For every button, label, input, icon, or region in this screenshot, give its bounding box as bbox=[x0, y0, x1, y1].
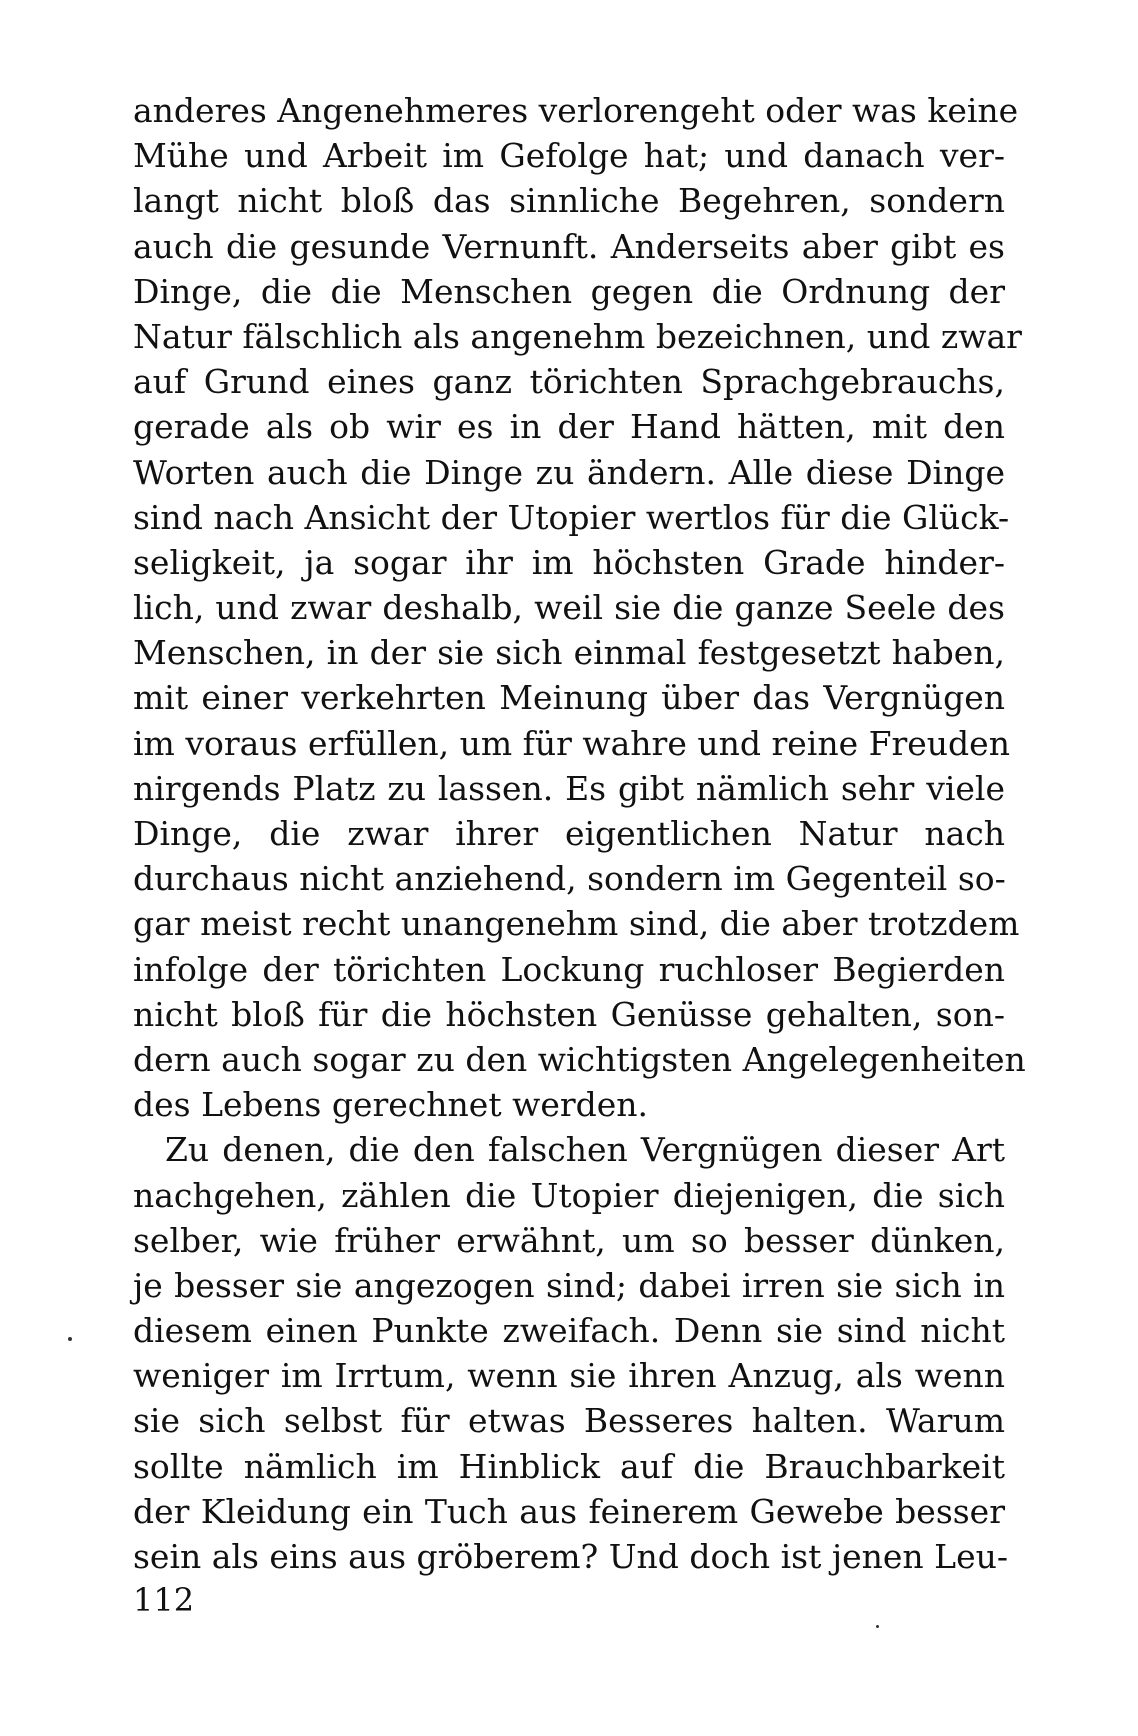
text-line: Dinge, die die Menschen gegen die Ordnung der bbox=[133, 271, 1005, 311]
text-line: nachgehen, zählen die Utopier diejenigen, die sich bbox=[133, 1175, 1005, 1215]
scan-speck bbox=[876, 1625, 879, 1628]
scan-speck bbox=[68, 1337, 72, 1341]
text-line: anderes Angenehmeres verlorengeht oder was keine bbox=[133, 91, 1019, 130]
text-line: Dinge, die zwar ihrer eigentlichen Natur nach bbox=[133, 814, 1005, 853]
text-line: gerade als ob wir es in der Hand hätten, mit den bbox=[133, 407, 1005, 447]
text-line: auch die gesunde Vernunft. Anderseits aber gibt es bbox=[133, 226, 1005, 266]
text-line: nirgends Platz zu lassen. Es gibt nämlich sehr viele bbox=[133, 768, 1005, 808]
text-line: sein als eins aus gröberem? Und doch ist jenen Leu- bbox=[133, 1537, 1008, 1576]
body-text bbox=[133, 88, 1026, 1579]
text-line: der Kleidung ein Tuch aus feinerem Gewebe besser bbox=[133, 1491, 1005, 1531]
text-line: dern auch sogar zu den wichtigsten Angelegenheiten bbox=[133, 1039, 1026, 1079]
text-line: lich, und zwar deshalb, weil sie die ganze Seele des bbox=[133, 588, 1005, 628]
text-line: gar meist recht unangenehm sind, die aber trotzdem bbox=[133, 904, 1020, 944]
text-line: diesem einen Punkte zweifach. Denn sie sind nicht bbox=[133, 1311, 1005, 1351]
text-line: selber, wie früher erwähnt, um so besser dünken, bbox=[133, 1220, 1005, 1260]
text-line: Mühe und Arbeit im Gefolge hat; und danach ver- bbox=[133, 136, 1005, 176]
text-line: seligkeit, ja sogar ihr im höchsten Grade hinder- bbox=[133, 542, 1005, 582]
text-line: im voraus erfüllen, um für wahre und reine Freuden bbox=[133, 723, 1010, 763]
page-number: 112 bbox=[133, 1581, 195, 1619]
paragraph-start-line: Zu denen, die den falschen Vergnügen dieser Art bbox=[165, 1130, 1005, 1170]
text-line: mit einer verkehrten Meinung über das Vergnügen bbox=[133, 678, 1005, 718]
text-line: Natur fälschlich als angenehm bezeichnen, und zwar bbox=[133, 316, 1022, 356]
text-line: nicht bloß für die höchsten Genüsse gehalten, son- bbox=[133, 994, 1005, 1034]
paragraph-end-line: des Lebens gerechnet werden. bbox=[133, 1085, 649, 1125]
text-line: weniger im Irrtum, wenn sie ihren Anzug, als wenn bbox=[133, 1356, 1005, 1396]
text-line: sie sich selbst für etwas Besseres halten. Warum bbox=[133, 1401, 1005, 1441]
text-line: langt nicht bloß das sinnliche Begehren, sondern bbox=[133, 181, 1005, 221]
text-line: Menschen, in der sie sich einmal festgesetzt haben, bbox=[133, 633, 1005, 673]
text-line: Worten auch die Dinge zu ändern. Alle diese Dinge bbox=[133, 452, 1005, 492]
text-line: sind nach Ansicht der Utopier wertlos für die Glück- bbox=[133, 497, 1010, 537]
text-line: durchaus nicht anziehend, sondern im Gegenteil so- bbox=[133, 859, 1006, 899]
text-line: infolge der törichten Lockung ruchloser Begierden bbox=[133, 949, 1005, 989]
text-line: auf Grund eines ganz törichten Sprachgebrauchs, bbox=[133, 362, 1005, 402]
text-line: sollte nämlich im Hinblick auf die Brauchbarkeit bbox=[133, 1446, 1005, 1486]
text-line: je besser sie angezogen sind; dabei irren sie sich in bbox=[133, 1265, 1005, 1305]
